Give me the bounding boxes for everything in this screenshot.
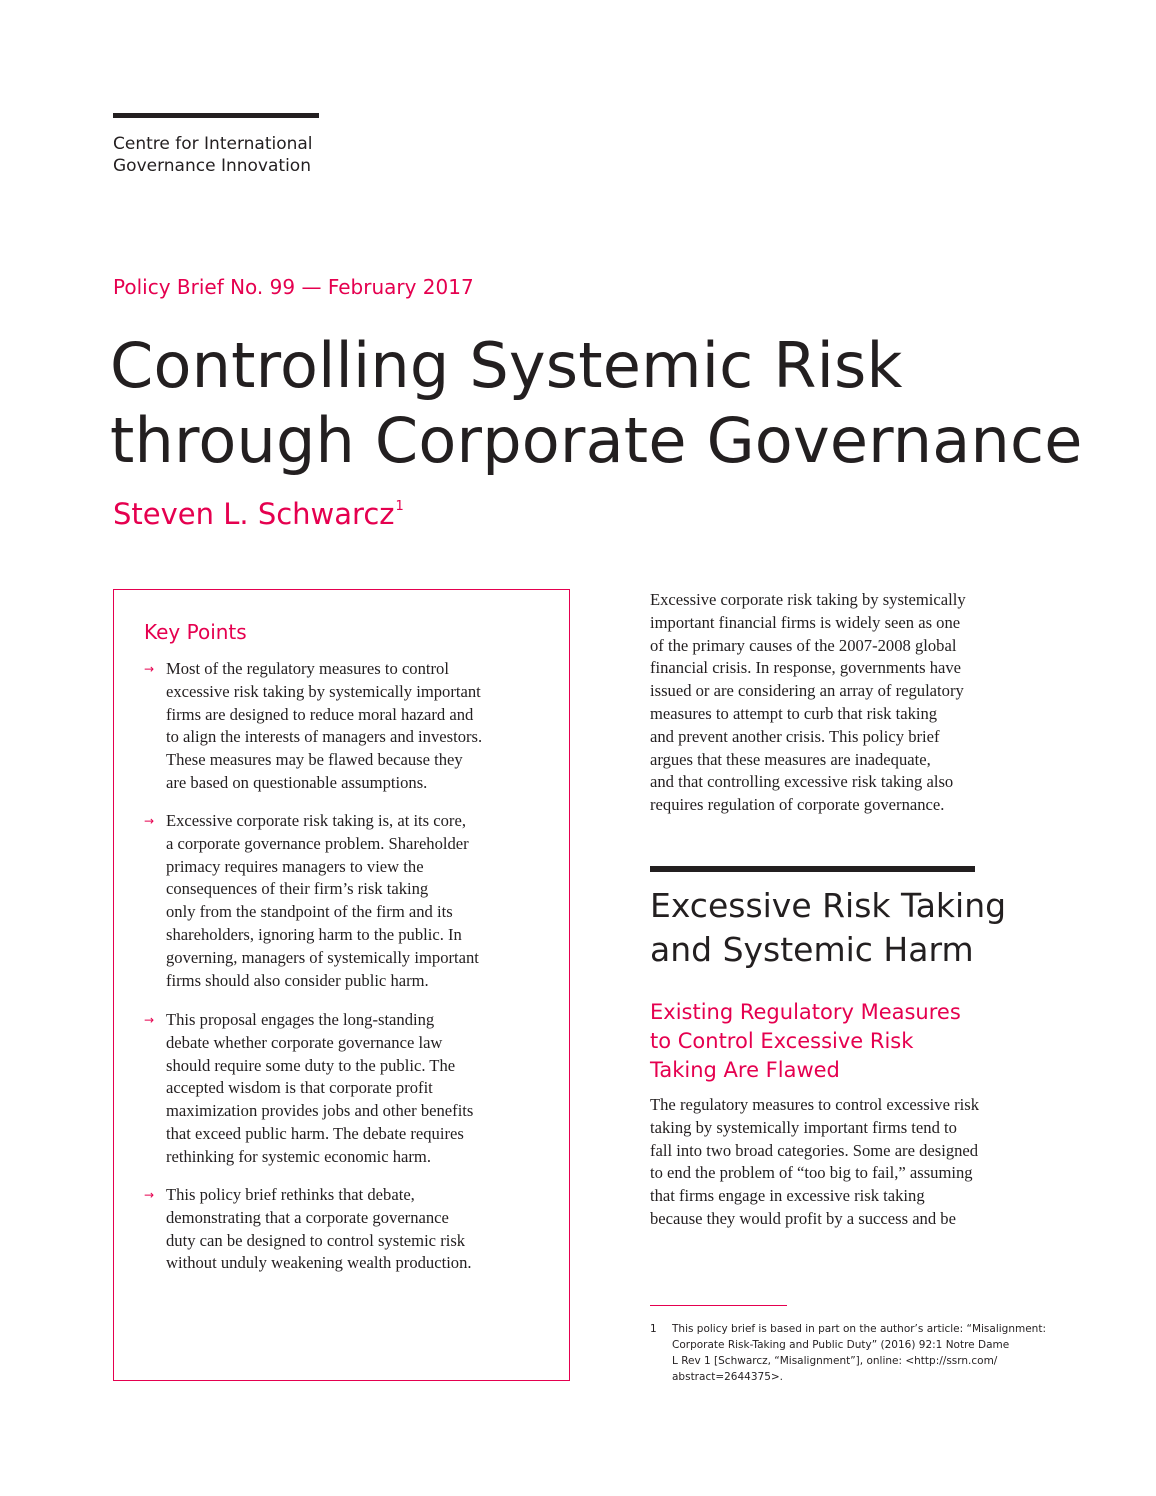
- arrow-bullet-icon: →: [144, 1188, 155, 1202]
- arrow-bullet-icon: →: [144, 814, 155, 828]
- title-line-2: through Corporate Governance: [110, 404, 1083, 477]
- key-point-item: [144, 810, 544, 992]
- header-rule: [113, 113, 319, 118]
- subsection-heading: [650, 998, 961, 1085]
- intro-paragraph: Excessive corporate risk taking by systemically important financial firms is widely seen as one of the primary causes of the 2007-2008 global financial crisis. In response, governments have issued or are considering an array of regulatory measures to attempt to curb that risk taking and prevent another crisis. This policy brief argues that these measures are inadequate, and that controlling excessive risk taking also requires regulation of corporate governance.: [650, 590, 966, 815]
- key-point-text: This policy brief rethinks that debate, demonstrating that a corporate governance duty can be designed to control systemic risk without unduly weakening wealth production.: [166, 1185, 472, 1273]
- key-point-text: This proposal engages the long-standing debate whether corporate governance law should require some duty to the public. The accepted wisdom is that corporate profit maximization provides jobs and other benefits that exceed public harm. The debate requires rethinking for systemic economic harm.: [166, 1010, 474, 1166]
- org-line-2: Governance Innovation: [113, 156, 311, 176]
- policy-brief-label: Policy Brief No. 99 — February 2017: [113, 275, 474, 299]
- subsection-heading-line-3: Taking Are Flawed: [650, 1058, 840, 1082]
- author: [113, 497, 404, 531]
- key-point-item: [144, 658, 544, 795]
- key-point-item: [144, 1009, 544, 1169]
- arrow-bullet-icon: →: [144, 662, 155, 676]
- section-body: The regulatory measures to control excessive risk taking by systemically important firms tend to fall into two broad categories. Some are designed to end the problem of “too big to fail,” assuming that firms engage in excessive risk taking because they would profit by a success and be: [650, 1095, 979, 1228]
- key-points-heading: Key Points: [144, 620, 247, 644]
- footnote-number: 1: [650, 1323, 657, 1335]
- footnote-text: This policy brief is based in part on the author’s article: “Misalignment: Corporate Risk-Taking and Public Duty” (2016) 92:1 Notre Dame L Rev 1 [Schwarcz, “Misalignment”], online: <http://ssrn.com/ abstract=2644375>.: [672, 1323, 1046, 1383]
- author-footnote-ref[interactable]: 1: [395, 499, 404, 514]
- subsection-heading-line-2: to Control Excessive Risk: [650, 1029, 914, 1053]
- section-heading-line-2: and Systemic Harm: [650, 930, 974, 969]
- key-points-box: [113, 589, 570, 1381]
- arrow-bullet-icon: →: [144, 1013, 155, 1027]
- section-heading-line-1: Excessive Risk Taking: [650, 886, 1007, 925]
- section-heading: [650, 884, 1006, 972]
- document-title: [110, 328, 1083, 478]
- key-point-item: [144, 1184, 544, 1275]
- author-name: Steven L. Schwarcz: [113, 497, 395, 531]
- subsection-heading-line-1: Existing Regulatory Measures: [650, 1000, 961, 1024]
- footnote-rule: [650, 1305, 787, 1306]
- org-line-1: Centre for International: [113, 134, 313, 154]
- key-point-text: Excessive corporate risk taking is, at its core, a corporate governance problem. Shareholder primacy requires managers to view the consequences of their firm’s risk taking only from the standpoint of the firm and its shareholders, ignoring harm to the public. In governing, managers of systemically important firms should also consider public harm.: [166, 811, 479, 990]
- key-point-text: Most of the regulatory measures to control excessive risk taking by systemically important firms are designed to reduce moral hazard and to align the interests of managers and investors. These measures may be flawed because they are based on questionable assumptions.: [166, 659, 483, 792]
- footnote: [650, 1321, 1050, 1385]
- organization-name: [113, 133, 313, 177]
- title-line-1: Controlling Systemic Risk: [110, 329, 903, 402]
- section-rule: [650, 866, 975, 872]
